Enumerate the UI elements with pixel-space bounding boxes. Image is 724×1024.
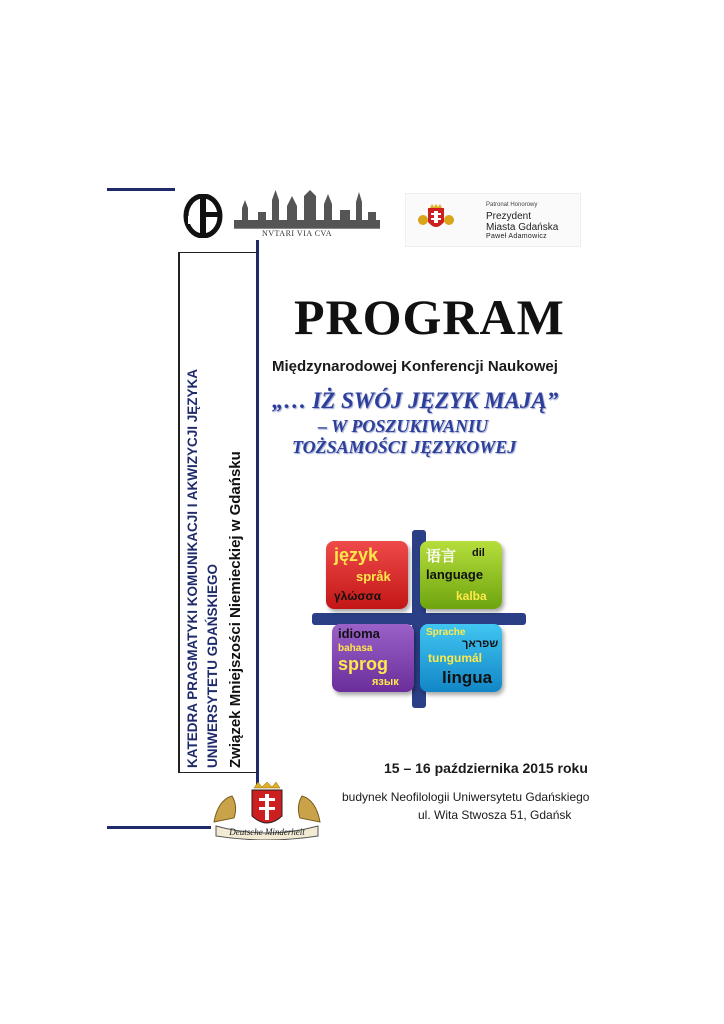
word: idioma: [338, 626, 380, 641]
bottom-rule: [107, 826, 211, 829]
conference-dates: 15 – 16 października 2015 roku: [384, 760, 588, 776]
conference-motto-line-2: – W POSZUKIWANIU: [318, 416, 489, 436]
center-rule: [256, 240, 259, 785]
word: γλώσσα: [334, 589, 382, 603]
word: språk: [356, 569, 391, 584]
word: שפראך: [462, 638, 499, 650]
languages-diagram: [312, 530, 526, 708]
conference-subtitle: Międzynarodowej Konferencji Naukowej: [272, 358, 558, 375]
word: bahasa: [338, 643, 373, 654]
department-name: KATEDRA PRAGMATYKI KOMUNIKACJI I AKWIZYCJI JĘZYKA: [185, 368, 200, 768]
word: lingua: [442, 668, 493, 687]
conference-motto-line-1: „… IŻ SWÓJ JĘZYK MAJĄ”: [272, 388, 559, 413]
patronage-label: Patronat Honorowy: [486, 202, 538, 208]
quadrant-bottom-right: [420, 624, 502, 692]
quadrant-bottom-left: [332, 624, 414, 692]
quadrant-top-right: [420, 541, 502, 609]
honorary-patronage-badge: [405, 193, 581, 247]
university-logo: [183, 194, 223, 238]
patron-title: Prezydent: [486, 211, 532, 222]
left-rule: [178, 252, 180, 772]
dm-banner-text: Deutsche Minderheit: [229, 827, 305, 837]
conference-motto-line-3: TOŻSAMOŚCI JĘZYKOWEJ: [292, 437, 517, 457]
word: język: [334, 545, 379, 565]
skyline-caption: NVTARI VIA CVA: [262, 229, 333, 238]
word: язык: [372, 676, 399, 688]
patron-city: Miasta Gdańska: [486, 222, 559, 233]
quadrant-top-left: [326, 541, 408, 609]
venue-address: ul. Wita Stwosza 51, Gdańsk: [418, 808, 572, 822]
word: dil: [472, 547, 485, 559]
box-bottom-rule: [178, 772, 258, 773]
word: language: [426, 567, 484, 582]
association-name: Związek Mniejszości Niemieckiej w Gdańsku: [227, 451, 244, 768]
venue-building: budynek Neofilologii Uniwersytetu Gdańskiego: [342, 790, 590, 804]
word: sprog: [338, 654, 389, 674]
patron-name: Paweł Adamowicz: [486, 233, 547, 240]
university-name: UNIWERSYTETU GDAŃSKIEGO: [205, 563, 220, 768]
german-minority-logo: [208, 782, 326, 840]
word: Sprache: [426, 627, 466, 638]
gdansk-coat-of-arms-icon: [418, 204, 454, 234]
box-top-rule: [178, 252, 258, 253]
word: kalba: [456, 589, 487, 603]
word: tungumál: [428, 651, 482, 665]
word: 语言: [426, 548, 457, 565]
top-rule: [107, 188, 175, 191]
page-title: PROGRAM: [294, 289, 565, 345]
